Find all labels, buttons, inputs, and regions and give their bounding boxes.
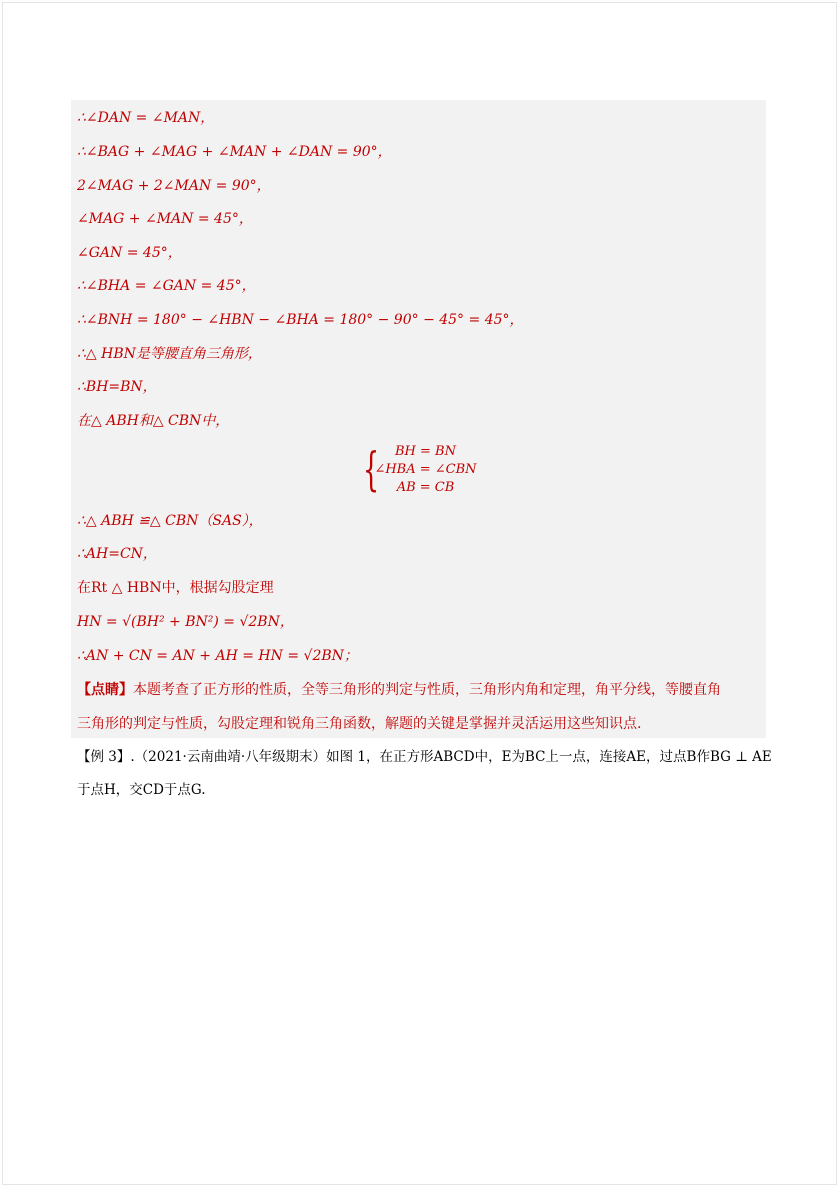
system-eq-3: AB = CB [396,480,455,495]
solution-line-11: ∴△ ABH ≌△ CBN（SAS）， [77,513,263,529]
solution-line-3: 2∠MAG + 2∠MAN = 90°， [77,178,271,194]
solution-line-4: ∠MAG + ∠MAN = 45°， [77,211,253,227]
example-line-2: 于点H，交CD于点G. [77,782,206,798]
solution-line-8: ∴△ HBN是等腰直角三角形， [77,346,262,362]
system-eq-2: ∠HBA = ∠CBN [374,462,477,477]
solution-line-7: ∴∠BNH = 180° − ∠HBN − ∠BHA = 180° − 90° − 45° = 45°， [77,312,524,328]
equation-system [363,444,483,504]
solution-line-5: ∠GAN = 45°， [77,245,182,261]
comment-label: 【点睛】 [77,682,133,698]
system-eq-1: BH = BN [395,444,456,459]
solution-line-9: ∴BH=BN， [77,379,157,395]
solution-line-1: ∴∠DAN = ∠MAN， [77,110,215,126]
comment-line-1 [77,681,721,699]
comment-line-2: 三角形的判定与性质，勾股定理和锐角三角函数，解题的关键是掌握并灵活运用这些知识点. [77,716,642,732]
solution-line-2: ∴∠BAG + ∠MAG + ∠MAN + ∠DAN = 90°， [77,144,392,160]
solution-line-6: ∴∠BHA = ∠GAN = 45°， [77,278,256,294]
comment-text-1: 本题考查了正方形的性质，全等三角形的判定与性质，三角形内角和定理，角平分线，等腰直角 [133,682,721,698]
solution-line-14: HN = √(BH² + BN²) = √2BN， [77,614,294,630]
left-brace: { [363,442,380,496]
solution-line-13: 在Rt △ HBN中，根据勾股定理 [77,580,274,596]
solution-line-15: ∴AN + CN = AN + AH = HN = √2BN； [77,648,358,664]
example-line-1: 【例 3】.（2021·云南曲靖·八年级期末）如图 1，在正方形ABCD中，E为BC上一点，连接AE，过点B作BG ⊥ AE [77,749,772,765]
solution-panel [71,100,766,738]
solution-line-12: ∴AH=CN， [77,546,157,562]
solution-line-10: 在△ ABH和△ CBN中， [77,413,230,429]
